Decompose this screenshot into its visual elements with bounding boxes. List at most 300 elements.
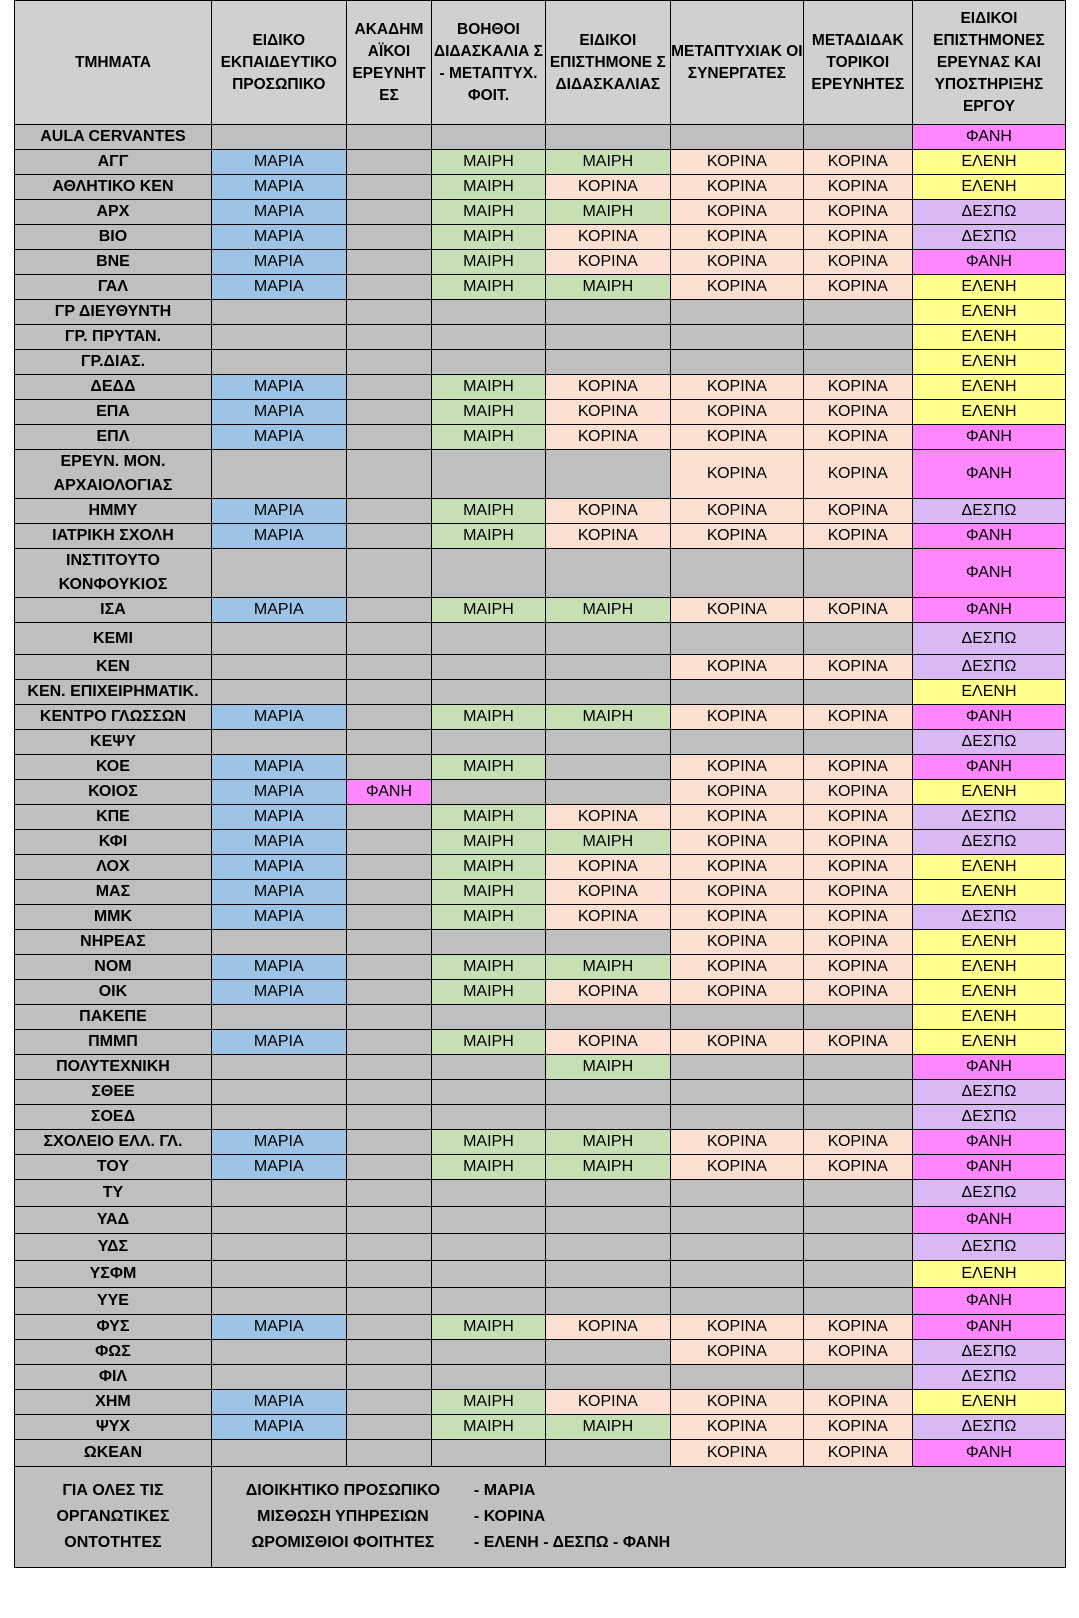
assignee-cell: ΜΑΙΡΗ — [432, 499, 545, 524]
footer-label: ΓΙΑ ΟΛΕΣ ΤΙΣ ΟΡΓΑΝΩΤΙΚΕΣ ΟΝΤΟΤΗΤΕΣ — [15, 1467, 212, 1568]
assignee-cell: ΚΟΡΙΝΑ — [803, 905, 912, 930]
department-name: ΓΑΛ — [15, 275, 212, 300]
department-name: ΣΟΕΔ — [15, 1105, 212, 1130]
header-postdoc-researchers: ΜΕΤΑΔΙΔΑΚ ΤΟΡΙΚΟΙ ΕΡΕΥΝΗΤΕΣ — [803, 1, 912, 125]
empty-cell — [545, 125, 671, 150]
assignee-cell: ΔΕΣΠΩ — [912, 623, 1065, 655]
table-row — [15, 1180, 1066, 1207]
department-name: ΣΘΕΕ — [15, 1080, 212, 1105]
empty-cell — [346, 200, 432, 225]
assignee-cell: ΚΟΡΙΝΑ — [803, 400, 912, 425]
assignee-cell: ΚΟΡΙΝΑ — [803, 1155, 912, 1180]
footer-person: - ΕΛΕΝΗ - ΔΕΣΠΩ - ΦΑΝΗ — [473, 1534, 671, 1551]
assignee-cell: ΚΟΡΙΝΑ — [671, 400, 804, 425]
empty-cell — [803, 300, 912, 325]
table-row — [15, 524, 1066, 549]
footer-line — [212, 1478, 1065, 1504]
empty-cell — [346, 755, 432, 780]
empty-cell — [211, 1365, 346, 1390]
empty-cell — [211, 1080, 346, 1105]
assignee-cell: ΜΑΡΙΑ — [211, 499, 346, 524]
assignee-cell: ΚΟΡΙΝΑ — [803, 930, 912, 955]
footer-role: ΜΙΣΘΩΣΗ ΥΠΗΡΕΣΙΩΝ — [257, 1508, 429, 1525]
department-name: ΓΡ ΔΙΕΥΘΥΝΤΗ — [15, 300, 212, 325]
empty-cell — [211, 1440, 346, 1467]
department-name: ΧΗΜ — [15, 1390, 212, 1415]
assignee-cell: ΦΑΝΗ — [912, 1288, 1065, 1315]
assignee-cell: ΜΑΙΡΗ — [545, 1055, 671, 1080]
assignee-cell: ΔΕΣΠΩ — [912, 730, 1065, 755]
assignee-cell: ΦΑΝΗ — [912, 1207, 1065, 1234]
assignee-cell: ΜΑΙΡΗ — [432, 425, 545, 450]
empty-cell — [545, 755, 671, 780]
empty-cell — [803, 1105, 912, 1130]
table-row — [15, 1415, 1066, 1440]
empty-cell — [211, 549, 346, 598]
assignee-cell: ΔΕΣΠΩ — [912, 830, 1065, 855]
footer-role: ΔΙΟΙΚΗΤΙΚΟ ΠΡΟΣΩΠΙΚΟ — [245, 1482, 441, 1499]
empty-cell — [671, 1288, 804, 1315]
table-row — [15, 655, 1066, 680]
empty-cell — [671, 300, 804, 325]
empty-cell — [346, 1030, 432, 1055]
assignee-cell: ΔΕΣΠΩ — [912, 905, 1065, 930]
assignee-cell: ΚΟΡΙΝΑ — [671, 250, 804, 275]
assignee-cell: ΚΟΡΙΝΑ — [545, 905, 671, 930]
empty-cell — [346, 499, 432, 524]
empty-cell — [545, 350, 671, 375]
assignee-cell: ΕΛΕΝΗ — [912, 980, 1065, 1005]
empty-cell — [432, 125, 545, 150]
assignee-cell: ΕΛΕΝΗ — [912, 855, 1065, 880]
assignee-cell: ΚΟΡΙΝΑ — [671, 830, 804, 855]
assignee-cell: ΜΑΙΡΗ — [432, 755, 545, 780]
department-name: ΚΠΕ — [15, 805, 212, 830]
empty-cell — [346, 1180, 432, 1207]
assignee-cell: ΚΟΡΙΝΑ — [671, 905, 804, 930]
assignee-cell: ΚΟΡΙΝΑ — [803, 655, 912, 680]
footer-row — [15, 1467, 1066, 1568]
assignee-cell: ΚΟΡΙΝΑ — [671, 450, 804, 499]
assignee-cell: ΜΑΡΙΑ — [211, 1415, 346, 1440]
table-row — [15, 1340, 1066, 1365]
empty-cell — [211, 300, 346, 325]
assignee-cell: ΜΑΙΡΗ — [432, 705, 545, 730]
assignee-cell: ΚΟΡΙΝΑ — [545, 400, 671, 425]
assignee-cell: ΕΛΕΝΗ — [912, 375, 1065, 400]
assignee-cell: ΚΟΡΙΝΑ — [671, 1155, 804, 1180]
assignee-cell: ΜΑΙΡΗ — [432, 1415, 545, 1440]
assignee-cell: ΕΛΕΝΗ — [912, 400, 1065, 425]
table-row — [15, 325, 1066, 350]
assignee-cell: ΜΑΡΙΑ — [211, 880, 346, 905]
assignee-cell: ΜΑΙΡΗ — [432, 955, 545, 980]
assignee-cell: ΚΟΡΙΝΑ — [803, 1390, 912, 1415]
table-row — [15, 400, 1066, 425]
assignee-cell: ΕΛΕΝΗ — [912, 1005, 1065, 1030]
assignee-cell: ΚΟΡΙΝΑ — [803, 450, 912, 499]
assignee-cell: ΜΑΡΙΑ — [211, 780, 346, 805]
table-row — [15, 1130, 1066, 1155]
assignee-cell: ΜΑΙΡΗ — [545, 705, 671, 730]
footer-role: ΩΡΟΜΙΣΘΙΟΙ ΦΟΙΤΗΤΕΣ — [251, 1534, 435, 1551]
empty-cell — [432, 780, 545, 805]
table-row — [15, 250, 1066, 275]
assignee-cell: ΜΑΡΙΑ — [211, 1390, 346, 1415]
empty-cell — [211, 1055, 346, 1080]
assignee-cell: ΜΑΙΡΗ — [432, 980, 545, 1005]
empty-cell — [432, 655, 545, 680]
assignee-cell: ΚΟΡΙΝΑ — [671, 1440, 804, 1467]
empty-cell — [346, 1261, 432, 1288]
table-row — [15, 1315, 1066, 1340]
empty-cell — [545, 1105, 671, 1130]
assignee-cell: ΜΑΡΙΑ — [211, 400, 346, 425]
empty-cell — [803, 1365, 912, 1390]
department-name: ΚΕΨΥ — [15, 730, 212, 755]
department-name: ΑΡΧ — [15, 200, 212, 225]
empty-cell — [346, 680, 432, 705]
empty-cell — [803, 1261, 912, 1288]
assignee-cell: ΚΟΡΙΝΑ — [545, 1390, 671, 1415]
empty-cell — [432, 1261, 545, 1288]
assignee-cell: ΜΑΙΡΗ — [545, 1130, 671, 1155]
empty-cell — [432, 623, 545, 655]
assignee-cell: ΚΟΡΙΝΑ — [671, 805, 804, 830]
empty-cell — [803, 325, 912, 350]
department-name: ΚΟΕ — [15, 755, 212, 780]
assignee-cell: ΚΟΡΙΝΑ — [803, 880, 912, 905]
department-name: ΑΘΛΗΤΙΚΟ ΚΕΝ — [15, 175, 212, 200]
empty-cell — [671, 1080, 804, 1105]
empty-cell — [432, 350, 545, 375]
assignee-cell: ΚΟΡΙΝΑ — [671, 175, 804, 200]
department-name: ΒΙΟ — [15, 225, 212, 250]
table-row — [15, 805, 1066, 830]
empty-cell — [346, 1207, 432, 1234]
department-name: AULA CERVANTES — [15, 125, 212, 150]
assignee-cell: ΜΑΙΡΗ — [432, 400, 545, 425]
table-row — [15, 980, 1066, 1005]
assignee-cell: ΚΟΡΙΝΑ — [803, 1315, 912, 1340]
empty-cell — [346, 1340, 432, 1365]
assignee-cell: ΔΕΣΠΩ — [912, 225, 1065, 250]
assignee-cell: ΦΑΝΗ — [912, 450, 1065, 499]
empty-cell — [346, 524, 432, 549]
assignee-cell: ΚΟΡΙΝΑ — [545, 805, 671, 830]
header-postgraduate-associates: ΜΕΤΑΠΤΥΧΙΑΚ ΟΙ ΣΥΝΕΡΓΑΤΕΣ — [671, 1, 804, 125]
empty-cell — [211, 1105, 346, 1130]
table-row — [15, 680, 1066, 705]
assignee-cell: ΚΟΡΙΝΑ — [545, 1315, 671, 1340]
empty-cell — [545, 1234, 671, 1261]
empty-cell — [432, 1340, 545, 1365]
empty-cell — [432, 1440, 545, 1467]
assignee-cell: ΦΑΝΗ — [912, 524, 1065, 549]
assignee-cell: ΚΟΡΙΝΑ — [803, 855, 912, 880]
empty-cell — [545, 623, 671, 655]
empty-cell — [211, 930, 346, 955]
assignee-cell: ΕΛΕΝΗ — [912, 325, 1065, 350]
empty-cell — [545, 1340, 671, 1365]
assignee-cell: ΦΑΝΗ — [912, 1440, 1065, 1467]
assignee-cell: ΚΟΡΙΝΑ — [671, 855, 804, 880]
assignee-cell: ΚΟΡΙΝΑ — [803, 1030, 912, 1055]
assignee-cell: ΕΛΕΝΗ — [912, 930, 1065, 955]
empty-cell — [671, 1180, 804, 1207]
footer-person: - ΜΑΡΙΑ — [473, 1482, 536, 1499]
assignee-cell: ΜΑΙΡΗ — [432, 830, 545, 855]
table-row — [15, 1005, 1066, 1030]
assignee-cell: ΦΑΝΗ — [912, 549, 1065, 598]
assignee-cell: ΜΑΙΡΗ — [432, 1155, 545, 1180]
department-name: ΣΧΟΛΕΙΟ ΕΛΛ. ΓΛ. — [15, 1130, 212, 1155]
empty-cell — [671, 1365, 804, 1390]
empty-cell — [432, 730, 545, 755]
assignee-cell: ΚΟΡΙΝΑ — [671, 880, 804, 905]
table-row — [15, 1365, 1066, 1390]
footer-line — [212, 1530, 1065, 1556]
assignee-cell: ΜΑΙΡΗ — [432, 1130, 545, 1155]
assignee-cell: ΕΛΕΝΗ — [912, 150, 1065, 175]
empty-cell — [211, 1180, 346, 1207]
department-name: ΙΝΣΤΙΤΟΥΤΟ ΚΟΝΦΟΥΚΙΟΣ — [15, 549, 212, 598]
assignee-cell: ΚΟΡΙΝΑ — [803, 225, 912, 250]
department-name: ΠΑΚΕΠΕ — [15, 1005, 212, 1030]
assignee-cell: ΚΟΡΙΝΑ — [671, 780, 804, 805]
assignee-cell: ΔΕΣΠΩ — [912, 1415, 1065, 1440]
empty-cell — [346, 425, 432, 450]
assignee-cell: ΜΑΡΙΑ — [211, 598, 346, 623]
empty-cell — [346, 225, 432, 250]
assignee-cell: ΚΟΡΙΝΑ — [671, 705, 804, 730]
assignee-cell: ΔΕΣΠΩ — [912, 200, 1065, 225]
department-name: ΓΡ.ΔΙΑΣ. — [15, 350, 212, 375]
empty-cell — [346, 930, 432, 955]
assignee-cell: ΚΟΡΙΝΑ — [671, 1315, 804, 1340]
empty-cell — [432, 1234, 545, 1261]
empty-cell — [211, 680, 346, 705]
empty-cell — [346, 1155, 432, 1180]
empty-cell — [346, 400, 432, 425]
department-name: ΚΕΝ. ΕΠΙΧΕΙΡΗΜΑΤΙΚ. — [15, 680, 212, 705]
empty-cell — [211, 1207, 346, 1234]
header-special-teaching-staff: ΕΙΔΙΚΟ ΕΚΠΑΙΔΕΥΤΙΚΟ ΠΡΟΣΩΠΙΚΟ — [211, 1, 346, 125]
table-row — [15, 200, 1066, 225]
assignee-cell: ΜΑΡΙΑ — [211, 705, 346, 730]
assignee-cell: ΕΛΕΝΗ — [912, 300, 1065, 325]
empty-cell — [346, 125, 432, 150]
table-row — [15, 1080, 1066, 1105]
assignee-cell: ΜΑΙΡΗ — [432, 1390, 545, 1415]
department-name: ΚΦΙ — [15, 830, 212, 855]
table-row — [15, 880, 1066, 905]
department-name: ΠΜΜΠ — [15, 1030, 212, 1055]
empty-cell — [346, 830, 432, 855]
assignee-cell: ΜΑΡΙΑ — [211, 375, 346, 400]
empty-cell — [346, 1130, 432, 1155]
assignee-cell: ΚΟΡΙΝΑ — [803, 1130, 912, 1155]
department-name: ΥΔΣ — [15, 1234, 212, 1261]
empty-cell — [346, 250, 432, 275]
assignee-cell: ΔΕΣΠΩ — [912, 805, 1065, 830]
empty-cell — [211, 450, 346, 499]
department-name: ΚΕΝ — [15, 655, 212, 680]
table-row — [15, 705, 1066, 730]
table-row — [15, 450, 1066, 499]
empty-cell — [545, 930, 671, 955]
table-row — [15, 1155, 1066, 1180]
department-name: ΟΙΚ — [15, 980, 212, 1005]
empty-cell — [346, 300, 432, 325]
table-row — [15, 905, 1066, 930]
assignee-cell: ΚΟΡΙΝΑ — [545, 980, 671, 1005]
assignee-cell: ΜΑΙΡΗ — [432, 880, 545, 905]
assignee-cell: ΚΟΡΙΝΑ — [803, 755, 912, 780]
department-name: ΑΓΓ — [15, 150, 212, 175]
empty-cell — [346, 1234, 432, 1261]
empty-cell — [346, 598, 432, 623]
assignee-cell: ΜΑΙΡΗ — [432, 805, 545, 830]
empty-cell — [545, 325, 671, 350]
empty-cell — [346, 805, 432, 830]
assignee-cell: ΔΕΣΠΩ — [912, 499, 1065, 524]
empty-cell — [671, 730, 804, 755]
empty-cell — [671, 680, 804, 705]
assignee-cell: ΚΟΡΙΝΑ — [671, 1030, 804, 1055]
empty-cell — [545, 300, 671, 325]
assignee-cell: ΕΛΕΝΗ — [912, 1390, 1065, 1415]
assignment-table — [14, 0, 1066, 1568]
empty-cell — [432, 300, 545, 325]
empty-cell — [346, 623, 432, 655]
table-row — [15, 1440, 1066, 1467]
empty-cell — [346, 150, 432, 175]
empty-cell — [346, 1105, 432, 1130]
assignee-cell: ΚΟΡΙΝΑ — [545, 880, 671, 905]
empty-cell — [346, 450, 432, 499]
table-row — [15, 1234, 1066, 1261]
assignee-cell: ΚΟΡΙΝΑ — [803, 200, 912, 225]
assignee-cell: ΜΑΡΙΑ — [211, 905, 346, 930]
table-row — [15, 1288, 1066, 1315]
assignee-cell: ΜΑΡΙΑ — [211, 225, 346, 250]
assignee-cell: ΚΟΡΙΝΑ — [671, 955, 804, 980]
empty-cell — [545, 1365, 671, 1390]
assignee-cell: ΚΟΡΙΝΑ — [803, 805, 912, 830]
department-name: ΨΥΧ — [15, 1415, 212, 1440]
header-research-scientists: ΕΙΔΙΚΟΙ ΕΠΙΣΤΗΜΟΝΕΣ ΕΡΕΥΝΑΣ ΚΑΙ ΥΠΟΣΤΗΡΙΞΗΣ ΕΡΓΟΥ — [912, 1, 1065, 125]
assignee-cell: ΚΟΡΙΝΑ — [545, 375, 671, 400]
department-name: ΦΙΛ — [15, 1365, 212, 1390]
assignee-cell: ΚΟΡΙΝΑ — [671, 200, 804, 225]
empty-cell — [211, 1234, 346, 1261]
assignee-cell: ΜΑΙΡΗ — [545, 1415, 671, 1440]
assignee-cell: ΜΑΙΡΗ — [545, 830, 671, 855]
empty-cell — [545, 1080, 671, 1105]
empty-cell — [432, 1207, 545, 1234]
assignee-cell: ΜΑΙΡΗ — [545, 955, 671, 980]
assignee-cell: ΜΑΡΙΑ — [211, 1130, 346, 1155]
table-row — [15, 300, 1066, 325]
table-row — [15, 350, 1066, 375]
empty-cell — [803, 1180, 912, 1207]
department-name: ΝΟΜ — [15, 955, 212, 980]
assignee-cell: ΜΑΡΙΑ — [211, 1155, 346, 1180]
assignee-cell: ΜΑΡΙΑ — [211, 805, 346, 830]
empty-cell — [211, 350, 346, 375]
empty-cell — [346, 350, 432, 375]
assignee-cell: ΦΑΝΗ — [346, 780, 432, 805]
assignee-cell: ΚΟΡΙΝΑ — [671, 425, 804, 450]
header-academic-researchers: ΑΚΑΔΗΜ ΑΪΚΟΙ ΕΡΕΥΝΗΤ ΕΣ — [346, 1, 432, 125]
empty-cell — [671, 325, 804, 350]
assignee-cell: ΚΟΡΙΝΑ — [671, 499, 804, 524]
empty-cell — [211, 1340, 346, 1365]
assignee-cell: ΜΑΙΡΗ — [545, 150, 671, 175]
empty-cell — [346, 1390, 432, 1415]
table-row — [15, 549, 1066, 598]
empty-cell — [803, 1005, 912, 1030]
department-name: ΜΑΣ — [15, 880, 212, 905]
assignee-cell: ΦΑΝΗ — [912, 1155, 1065, 1180]
assignee-cell: ΚΟΡΙΝΑ — [545, 499, 671, 524]
assignee-cell: ΕΛΕΝΗ — [912, 350, 1065, 375]
empty-cell — [671, 1005, 804, 1030]
empty-cell — [211, 1005, 346, 1030]
department-name: ΥΑΔ — [15, 1207, 212, 1234]
empty-cell — [671, 549, 804, 598]
empty-cell — [671, 1105, 804, 1130]
department-name: ΚΕΜΙ — [15, 623, 212, 655]
empty-cell — [545, 1207, 671, 1234]
empty-cell — [803, 680, 912, 705]
table-row — [15, 1390, 1066, 1415]
assignee-cell: ΚΟΡΙΝΑ — [803, 1415, 912, 1440]
empty-cell — [211, 325, 346, 350]
empty-cell — [346, 1415, 432, 1440]
department-name: ΙΣΑ — [15, 598, 212, 623]
assignee-cell: ΦΑΝΗ — [912, 250, 1065, 275]
table-row — [15, 425, 1066, 450]
assignee-cell: ΜΑΙΡΗ — [432, 225, 545, 250]
assignee-cell: ΔΕΣΠΩ — [912, 1234, 1065, 1261]
empty-cell — [432, 450, 545, 499]
empty-cell — [803, 125, 912, 150]
assignee-cell: ΜΑΙΡΗ — [545, 275, 671, 300]
assignee-cell: ΚΟΡΙΝΑ — [803, 1340, 912, 1365]
empty-cell — [803, 350, 912, 375]
assignee-cell: ΜΑΙΡΗ — [432, 200, 545, 225]
empty-cell — [671, 623, 804, 655]
assignee-cell: ΜΑΡΙΑ — [211, 425, 346, 450]
assignee-cell: ΚΟΡΙΝΑ — [545, 524, 671, 549]
empty-cell — [346, 375, 432, 400]
empty-cell — [671, 1207, 804, 1234]
assignee-cell: ΚΟΡΙΝΑ — [803, 955, 912, 980]
assignee-cell: ΔΕΣΠΩ — [912, 1180, 1065, 1207]
assignee-cell: ΚΟΡΙΝΑ — [545, 225, 671, 250]
empty-cell — [432, 1005, 545, 1030]
assignee-cell: ΜΑΡΙΑ — [211, 200, 346, 225]
empty-cell — [346, 1288, 432, 1315]
assignee-cell: ΜΑΡΙΑ — [211, 955, 346, 980]
assignee-cell: ΜΑΡΙΑ — [211, 175, 346, 200]
assignee-cell: ΚΟΡΙΝΑ — [671, 1340, 804, 1365]
empty-cell — [545, 655, 671, 680]
assignee-cell: ΜΑΡΙΑ — [211, 250, 346, 275]
assignee-cell: ΚΟΡΙΝΑ — [545, 1030, 671, 1055]
